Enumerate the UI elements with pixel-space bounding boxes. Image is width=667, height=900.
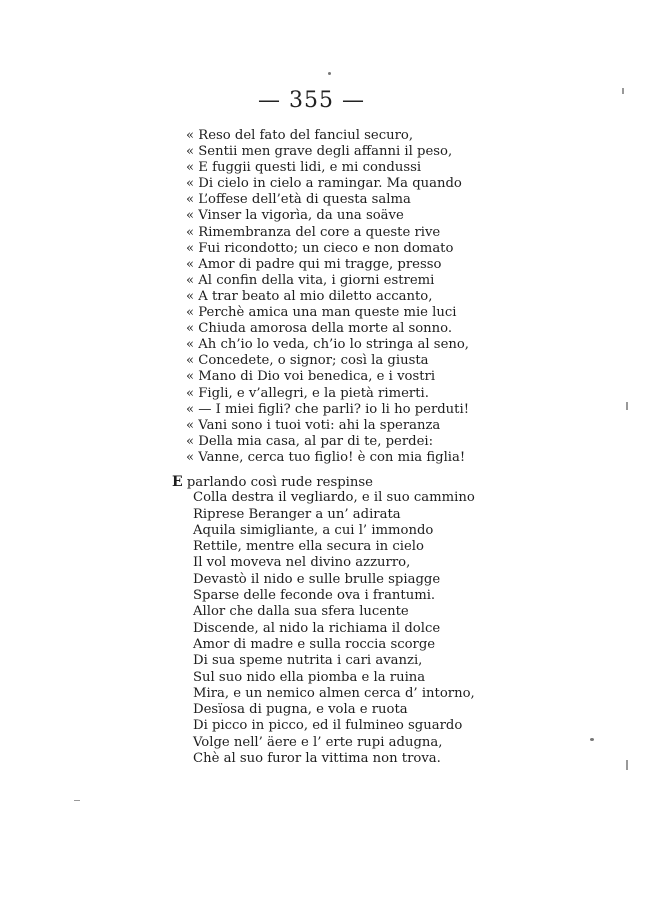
- scan-edge-mark: [626, 760, 628, 770]
- verse-line: Il vol moveva nel divino azzurro,: [193, 555, 411, 571]
- verse-line: Di sua speme nutrita i cari avanzi,: [193, 653, 423, 669]
- verse-line: « Al confin della vita, i giorni estremi: [186, 272, 435, 288]
- verse-line: Colla destra il vegliardo, e il suo cammino: [193, 490, 475, 506]
- verse-line: « Amor di padre qui mi tragge, presso: [186, 256, 442, 272]
- scan-speck: [590, 738, 594, 741]
- verse-line: « — I miei figli? che parli? io li ho perduti!: [186, 401, 469, 417]
- verse-line: « E fuggii questi lidi, e mi condussi: [186, 160, 422, 176]
- verse-line: « Vani sono i tuoi voti: ahi la speranza: [186, 417, 441, 433]
- verse-line: « Perchè amica una man queste mie luci: [186, 305, 457, 321]
- verse-line: Di picco in picco, ed il fulmineo sguardo: [193, 718, 463, 734]
- verse-line: Sparse delle feconde ova i frantumi.: [193, 588, 436, 604]
- verse-line: « Chiuda amorosa della morte al sonno.: [186, 321, 453, 337]
- verse-line: « Reso del fato del fanciul securo,: [186, 128, 414, 143]
- verse-line: Allor che dalla sua sfera lucente: [193, 604, 409, 620]
- scan-edge-mark: [622, 88, 624, 94]
- verse-line: « Di cielo in cielo a ramingar. Ma quando: [186, 176, 462, 192]
- verse-line: « Mano di Dio voi benedica, e i vostri: [186, 369, 436, 385]
- verse-line: « A trar beato al mio diletto accanto,: [186, 288, 433, 304]
- verse-line: Desïosa di pugna, e vola e ruota: [193, 702, 408, 718]
- verse-line: Amor di madre e sulla roccia scorge: [193, 636, 436, 652]
- verse-line: « Vanne, cerca tuo figlio! è con mia figlia!: [186, 449, 466, 465]
- verse-line: Volge nell’ äere e l’ erte rupi adugna,: [193, 734, 443, 750]
- verse-line: Riprese Beranger a un’ adirata: [193, 506, 401, 522]
- verse-line: « Della mia casa, al par di te, perdei:: [186, 433, 434, 449]
- first-line-text: parlando così rude respinse: [182, 475, 373, 490]
- verse-line: « Vinser la vigorìa, da una soäve: [186, 208, 404, 224]
- stanza-narrative: [172, 474, 652, 767]
- verse-line: Aquila simigliante, a cui l’ immondo: [193, 522, 434, 538]
- verse-line: Devastò il nido e sulle brulle spiagge: [193, 571, 441, 587]
- verse-line: Discende, al nido la richiama il dolce: [193, 620, 441, 636]
- verse-line: « L’offese dell’età di questa salma: [186, 192, 411, 208]
- verse-line-first: [172, 474, 652, 490]
- verse-line: « Fui ricondotto; un cieco e non domato: [186, 240, 454, 256]
- scan-speck: [328, 72, 331, 75]
- page-number: — 355 —: [258, 88, 365, 113]
- scan-edge-mark: [74, 800, 80, 801]
- verse-line: Chè al suo furor la vittima non trova.: [193, 751, 441, 767]
- verse-line: « Figli, e v’allegri, e la pietà rimerti.: [186, 385, 429, 401]
- stanza-quoted-speech: [186, 128, 656, 466]
- verse-line: Sul suo nido ella piomba e la ruina: [193, 669, 426, 685]
- verse-line: « Concedete, o signor; così la giusta: [186, 353, 429, 369]
- verse-line: Mira, e un nemico almen cerca d’ intorno,: [193, 685, 475, 701]
- initial-letter: E: [172, 474, 183, 490]
- verse-line: « Rimembranza del core a queste rive: [186, 224, 441, 240]
- verse-line: Rettile, mentre ella secura in cielo: [193, 539, 424, 555]
- verse-line: « Sentii men grave degli affanni il peso,: [186, 144, 453, 160]
- verse-line: « Ah ch’io lo veda, ch’io lo stringa al seno,: [186, 337, 469, 353]
- scan-edge-mark: [626, 402, 628, 410]
